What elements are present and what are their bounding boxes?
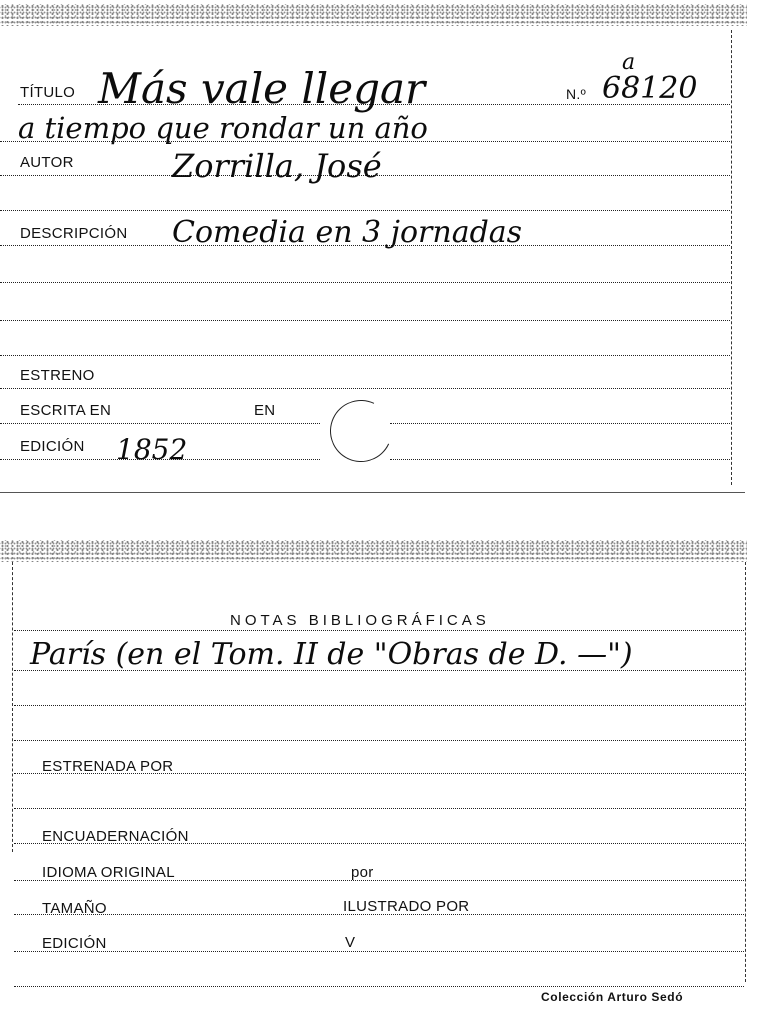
card-bottom-right-border [745, 562, 746, 982]
label-edicion: EDICIÓN [20, 438, 85, 455]
row-line-bottom-edge [14, 986, 744, 987]
row-line-blank-5 [14, 808, 744, 809]
row-line-estreno [0, 388, 730, 389]
card-bottom-edge-texture [0, 540, 747, 562]
value-titulo-line1: Más vale llegar [98, 64, 426, 113]
row-line-blank-3 [0, 320, 730, 321]
value-numero-superscript: a [622, 50, 636, 75]
label-estreno: ESTRENO [20, 367, 95, 384]
collection-footer: Colección Arturo Sedó [541, 990, 684, 1004]
value-descripcion: Comedia en 3 jornadas [172, 215, 523, 250]
row-line-notas-title [14, 630, 744, 631]
label-autor: AUTOR [20, 154, 74, 171]
row-line-notas-3 [14, 740, 744, 741]
card-top-bottom-edge [0, 492, 745, 493]
label-tamano: TAMAÑO [42, 900, 107, 917]
label-titulo: TÍTULO [20, 84, 76, 101]
label-numero: N.º [566, 86, 587, 102]
row-line-notas-2 [14, 705, 744, 706]
label-edicion-bottom: EDICIÓN [42, 935, 107, 952]
row-line-blank-2 [0, 282, 730, 283]
card-top-edge-texture [0, 4, 747, 26]
label-por: por [351, 864, 374, 881]
value-titulo-line2: a tiempo que rondar un año [18, 111, 428, 145]
card-bottom-left-border [12, 562, 13, 852]
row-line-blank-4 [0, 355, 730, 356]
value-autor: Zorrilla, José [172, 147, 382, 185]
value-edicion: 1852 [116, 433, 188, 466]
label-idioma-original: IDIOMA ORIGINAL [42, 864, 175, 881]
label-v: V [345, 934, 356, 951]
row-line-edicion-right [390, 459, 730, 460]
row-line-blank-1 [0, 210, 730, 211]
value-notas: París (en el Tom. II de "Obras de D. —") [30, 637, 633, 672]
notas-bibliograficas-title: NOTAS BIBLIOGRÁFICAS [230, 612, 490, 629]
label-estrenada-por: ESTRENADA POR [42, 758, 174, 775]
row-line-escrita-en-right [390, 423, 730, 424]
label-escrita-en: ESCRITA EN [20, 402, 112, 419]
label-ilustrado-por: ILUSTRADO POR [343, 898, 470, 915]
row-line-edicion-bottom [14, 951, 744, 952]
label-encuadernacion: ENCUADERNACIÓN [42, 828, 189, 845]
label-en: EN [254, 402, 276, 419]
row-line-escrita-en [0, 423, 320, 424]
value-numero: 68120 [602, 71, 698, 106]
card-top-right-border [731, 30, 732, 485]
label-descripcion: DESCRIPCIÓN [20, 225, 128, 242]
